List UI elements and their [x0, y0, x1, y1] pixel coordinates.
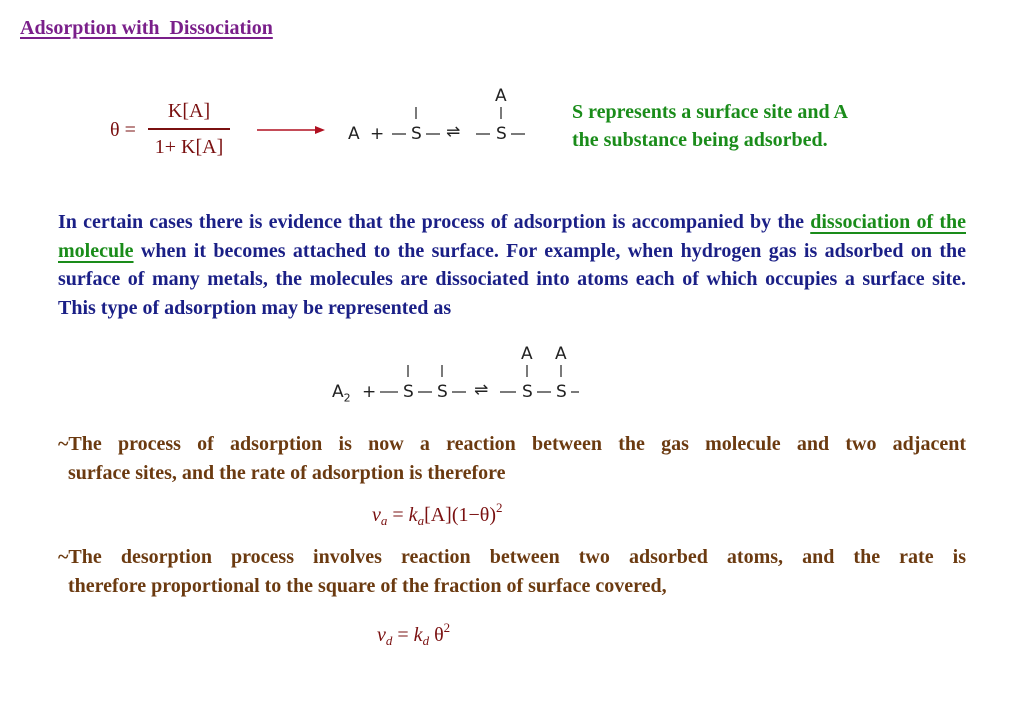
desorption-line-2: therefore proportional to the square of the fraction of surface covered, [68, 574, 667, 597]
note-line-1: S represents a surface site and A [572, 101, 848, 123]
reactant-symbol: A [332, 382, 344, 402]
fraction-numerator: K[A] [167, 100, 211, 122]
rate-subscript: d [385, 633, 393, 648]
rate-symbol: v [372, 504, 381, 526]
constant-subscript: d [422, 633, 430, 648]
dissociation-scheme [330, 342, 590, 404]
equation-body: [A](1−θ) [424, 504, 497, 526]
equilibrium-arrows-icon: ⇌ [474, 380, 489, 400]
adsorbed-a: A [555, 344, 567, 364]
adsorption-line-1: ~The process of adsorption is now a reaction between the gas molecule and two adjacent [58, 433, 966, 455]
fraction-denominator: 1+ K[A] [154, 136, 224, 158]
desorption-line-1: ~The desorption process involves reaction between two adsorbed atoms, and the rate is [58, 546, 966, 568]
surface-site-s: S [437, 382, 448, 402]
right-arrow-icon [255, 120, 329, 140]
constant-subscript: a [417, 513, 425, 528]
dissociation-paragraph [58, 208, 966, 322]
surface-site-s: S [556, 382, 567, 402]
theta-lhs: θ = [110, 119, 136, 141]
surface-site-s: S [496, 124, 507, 144]
surface-site-s: S [411, 124, 422, 144]
rate-constant: k [413, 624, 423, 646]
paragraph-text: In certain cases there is evidence that the process of adsorption is accompanied by the [58, 211, 811, 233]
surface-site-s: S [522, 382, 533, 402]
equilibrium-arrows-icon: ⇌ [446, 122, 461, 142]
equation-body: θ [429, 624, 444, 646]
adsorption-scheme [340, 86, 540, 148]
adsorbed-a: A [495, 86, 507, 106]
exponent: 2 [443, 620, 451, 635]
slide-title: Adsorption with Dissociation [20, 17, 273, 39]
desorption-rate-equation [377, 620, 450, 649]
desorption-rate-paragraph [58, 543, 966, 600]
adsorption-line-2: surface sites, and the rate of adsorption is therefore [68, 461, 506, 484]
rate-symbol: v [377, 624, 386, 646]
adsorption-rate-paragraph [58, 430, 966, 487]
rate-subscript: a [380, 513, 388, 528]
equals-sign: = [387, 504, 409, 526]
reactant-a: A [348, 124, 360, 144]
surface-site-s: S [403, 382, 414, 402]
rate-constant: k [408, 504, 418, 526]
adsorbed-a: A [521, 344, 533, 364]
note-line-2: the substance being adsorbed. [572, 129, 828, 151]
plus-sign: + [370, 124, 385, 144]
highlighted-term: dissociation of the molecule [58, 211, 966, 262]
reactant-a2 [332, 382, 351, 404]
adsorption-rate-equation [372, 500, 503, 529]
equals-sign: = [392, 624, 414, 646]
fraction-bar [148, 128, 230, 130]
site-definition-note [572, 98, 992, 154]
exponent: 2 [496, 500, 503, 515]
plus-sign: + [362, 382, 377, 402]
reactant-subscript: 2 [343, 391, 351, 405]
paragraph-text: when it becomes attached to the surface. For example, when hydrogen gas is adsorbed on the surface of many metals, the molecules are dissociated into atoms each of which occupies a surface site. This type of adsorption may be represented as [58, 239, 966, 319]
